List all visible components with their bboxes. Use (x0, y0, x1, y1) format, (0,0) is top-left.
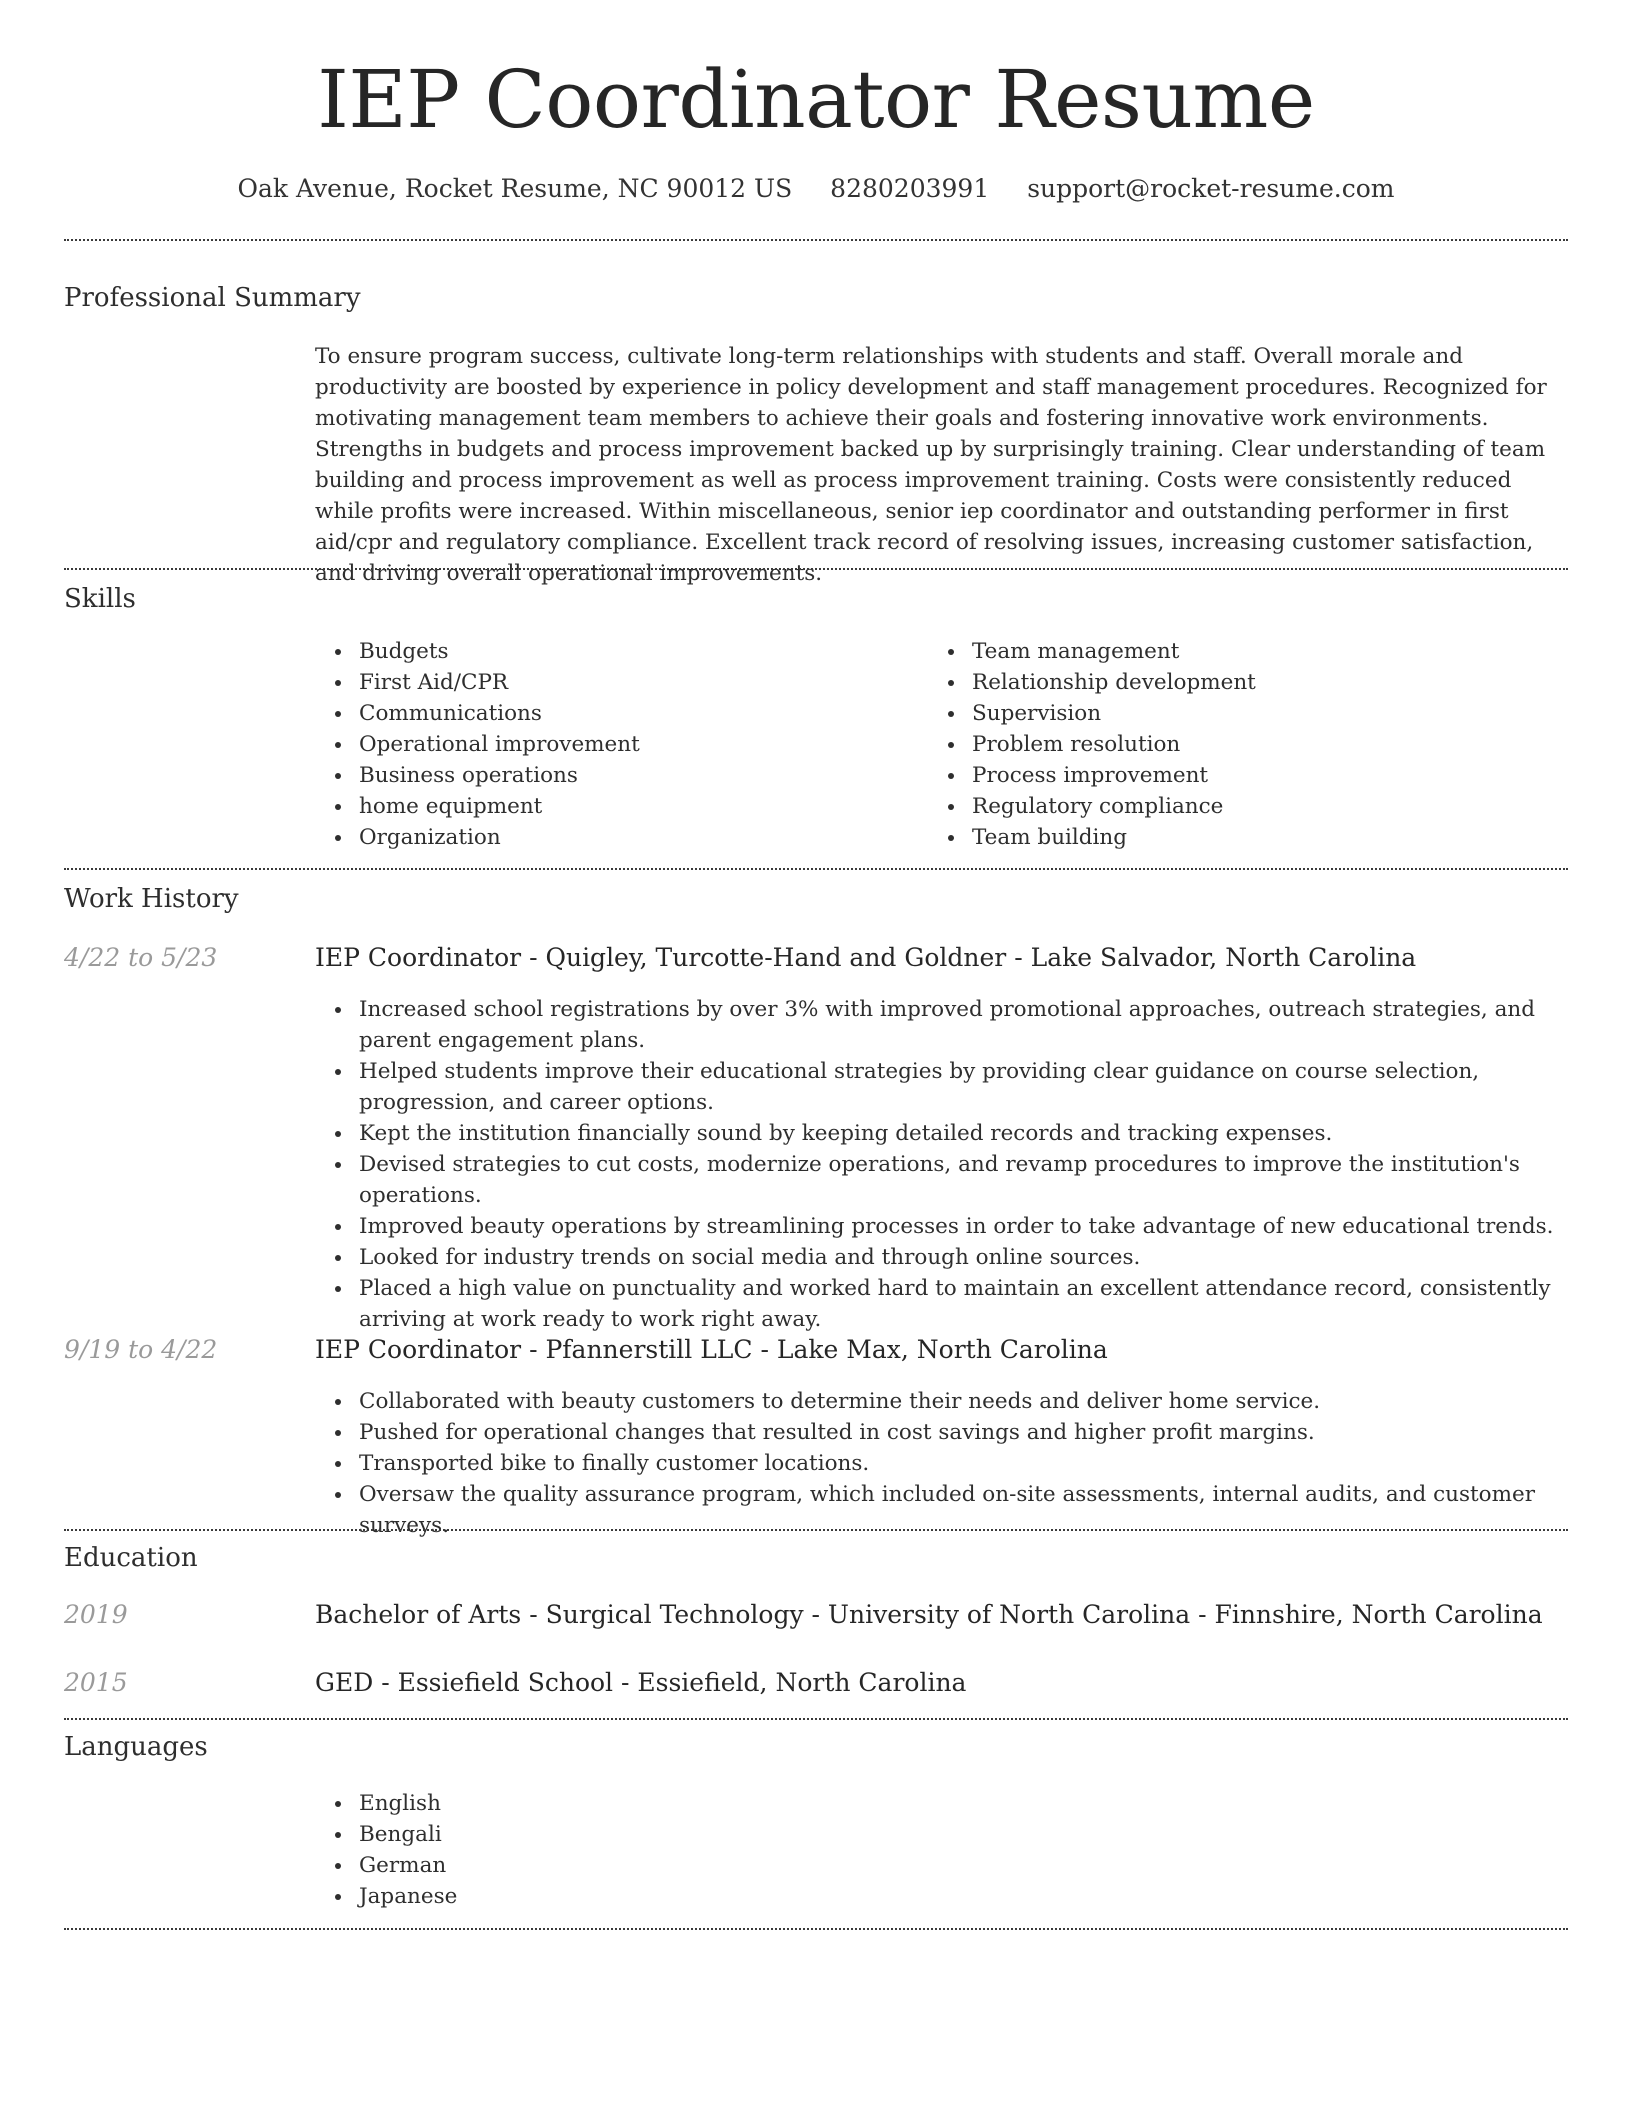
job-bullet: Transported bike to finally customer locations. (359, 1448, 1611, 1479)
contact-address: Oak Avenue, Rocket Resume, NC 90012 US (237, 174, 793, 203)
job-bullets (315, 994, 1611, 1335)
skill-item: Budgets (359, 636, 919, 667)
job-bullet: Collaborated with beauty customers to determine their needs and deliver home service. (359, 1386, 1611, 1417)
job-bullet: Placed a high value on punctuality and worked hard to maintain an excellent attendance record, consistently arriving at work ready to work right away. (359, 1273, 1611, 1335)
contact-email: support@rocket-resume.com (1027, 174, 1395, 203)
skill-item: home equipment (359, 791, 919, 822)
summary-heading: Professional Summary (64, 283, 361, 313)
job-bullet: Pushed for operational changes that resulted in cost savings and higher profit margins. (359, 1417, 1611, 1448)
skill-item: Supervision (972, 698, 1572, 729)
language-item: Bengali (359, 1819, 959, 1850)
skill-item: Team management (972, 636, 1572, 667)
education-entry: GED - Essiefield School - Essiefield, North Carolina (315, 1668, 967, 1697)
education-heading: Education (64, 1543, 198, 1573)
skill-item: Regulatory compliance (972, 791, 1572, 822)
language-item: English (359, 1788, 959, 1819)
divider (64, 868, 1568, 870)
job-dates: 9/19 to 4/22 (64, 1335, 218, 1364)
divider (64, 1928, 1568, 1930)
job-title: IEP Coordinator - Quigley, Turcotte-Hand and Goldner - Lake Salvador, North Carolina (315, 943, 1417, 972)
contact-line (0, 172, 1632, 206)
job-bullet: Oversaw the quality assurance program, which included on-site assessments, internal audits, and customer surveys. (359, 1479, 1611, 1541)
job-bullet: Looked for industry trends on social media and through online sources. (359, 1242, 1611, 1273)
education-year: 2019 (64, 1600, 128, 1629)
divider (64, 568, 1568, 570)
languages-list (315, 1788, 959, 1912)
job-dates: 4/22 to 5/23 (64, 943, 218, 972)
language-item: Japanese (359, 1881, 959, 1912)
job-title: IEP Coordinator - Pfannerstill LLC - Lake Max, North Carolina (315, 1335, 1108, 1364)
languages-heading: Languages (64, 1732, 208, 1762)
divider (64, 1718, 1568, 1720)
skill-item: Organization (359, 822, 919, 853)
education-year: 2015 (64, 1668, 128, 1697)
skill-item: First Aid/CPR (359, 667, 919, 698)
skill-item: Communications (359, 698, 919, 729)
skills-list-right (928, 636, 1572, 853)
skill-item: Relationship development (972, 667, 1572, 698)
divider (64, 239, 1568, 241)
skill-item: Process improvement (972, 760, 1572, 791)
job-bullet: Devised strategies to cut costs, modernize operations, and revamp procedures to improve the institution's operations. (359, 1149, 1611, 1211)
skill-item: Business operations (359, 760, 919, 791)
resume-title: IEP Coordinator Resume (317, 53, 1315, 146)
skill-item: Problem resolution (972, 729, 1572, 760)
skill-item: Operational improvement (359, 729, 919, 760)
job-bullet: Increased school registrations by over 3% with improved promotional approaches, outreach strategies, and parent engagement plans. (359, 994, 1611, 1056)
job-bullets (315, 1386, 1611, 1541)
summary-text: To ensure program success, cultivate long-term relationships with students and staff. Overall morale and productivity are boosted by experience in policy development and staff management procedures. Recognized for motivating management team members to achieve their goals and fostering innovative work environments. Strengths in budgets and process improvement backed up by surprisingly training. Clear understanding of team building and process improvement as well as process improvement training. Costs were consistently reduced while profits were increased. Within miscellaneous, senior iep coordinator and outstanding performer in first aid/cpr and regulatory compliance. Excellent track record of resolving issues, increasing customer satisfaction, and driving overall operational improvements. (315, 344, 1547, 586)
job-bullet: Improved beauty operations by streamlining processes in order to take advantage of new educational trends. (359, 1211, 1611, 1242)
contact-phone: 8280203991 (830, 174, 990, 203)
job-bullet: Helped students improve their educational strategies by providing clear guidance on course selection, progression, and career options. (359, 1056, 1611, 1118)
divider (64, 1529, 1568, 1531)
work-heading: Work History (64, 884, 239, 914)
education-entry: Bachelor of Arts - Surgical Technology - University of North Carolina - Finnshire, North Carolina (315, 1600, 1543, 1629)
skill-item: Team building (972, 822, 1572, 853)
skills-heading: Skills (64, 584, 136, 614)
job-bullet: Kept the institution financially sound by keeping detailed records and tracking expenses. (359, 1118, 1611, 1149)
skills-list-left (315, 636, 919, 853)
language-item: German (359, 1850, 959, 1881)
